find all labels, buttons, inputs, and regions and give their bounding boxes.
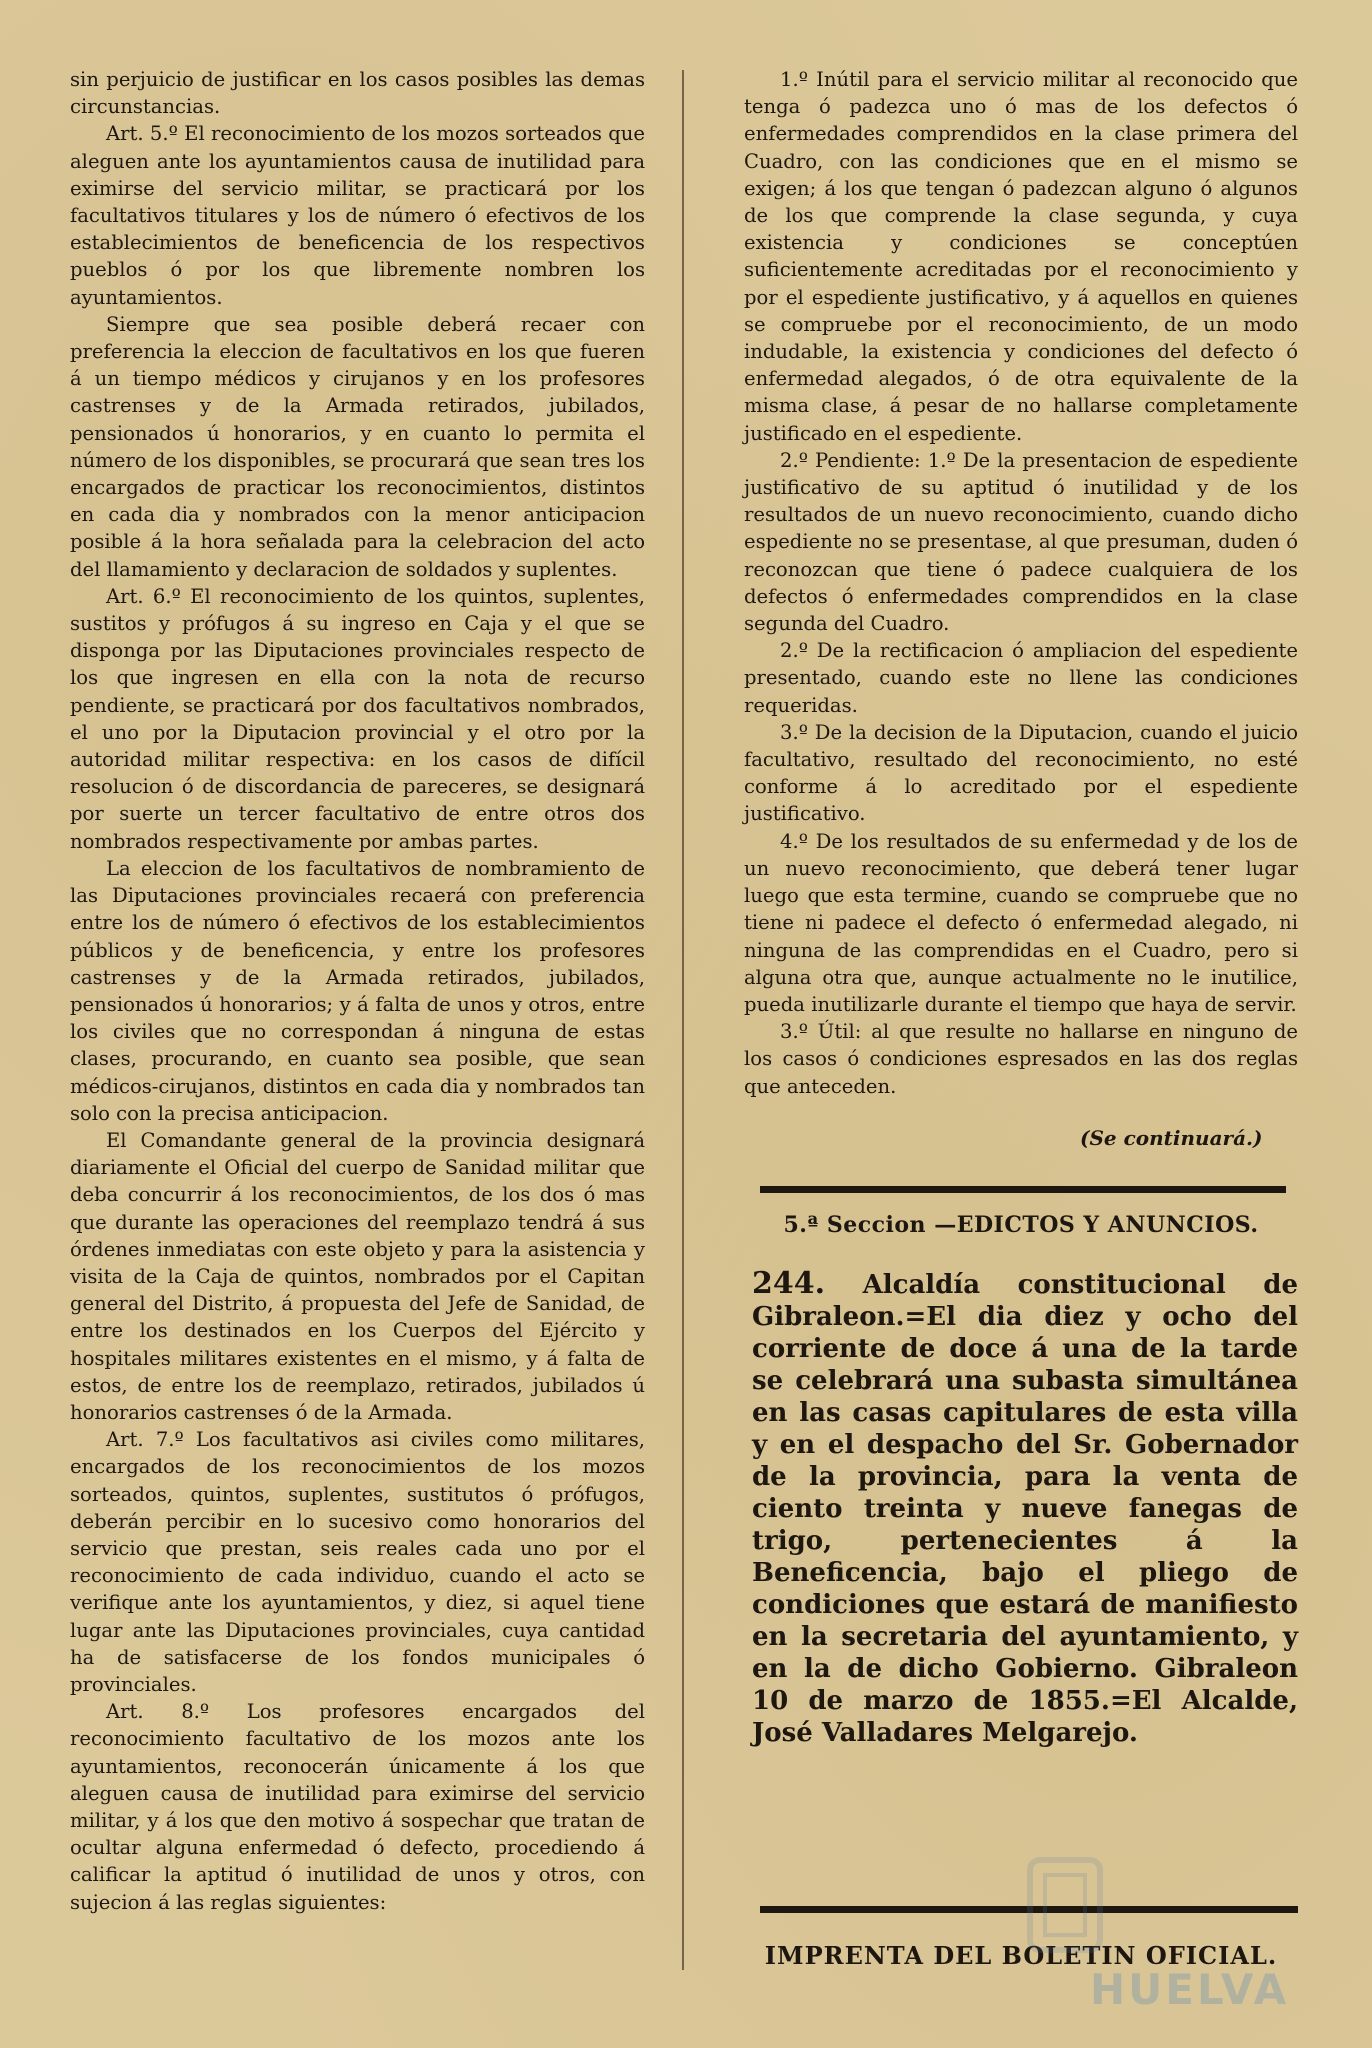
rule-2-sub-3: 3.º De la decision de la Diputacion, cuando el juicio facultativo, resultado del reconocimiento, no esté conforme á lo acreditado por el espediente justificativo. — [744, 720, 1298, 826]
left-column — [70, 66, 645, 1916]
announcement-244 — [752, 1268, 1298, 1749]
rule-1-inutil: 1.º Inútil para el servicio militar al reconocido que tenga ó padezca uno ó mas de los defectos ó enfermedades comprendidos en la clase primera del Cuadro, con las condiciones que en el mismo se exigen; á los que tengan ó padezcan alguno ó algunos de los que comprende la clase segunda, y cuya existencia y condiciones se conceptúen suficientemente acreditadas por el reconocimiento y por el espediente justificativo, y á aquellos en quienes se compruebe por el reconocimiento, de un modo indudable, la existencia y condiciones del defecto ó enfermedad alegados, ó de otra equivalente de la misma clase, á pesar de no hallarse completamente justificado en el espediente. — [744, 68, 1298, 445]
article-6: Art. 6.º El reconocimiento de los quintos, suplentes, sustitos y prófugos á su ingreso en Caja y el que se disponga por las Diputaciones provinciales respecto de los que ingresen en ella con la nota de recurso pendiente, se practicará por dos facultativos nombrados, el uno por la Diputacion provincial y el otro por la autoridad militar respectiva: en los casos de difícil resolucion ó de discordancia de pareceres, se designará por suerte un tercer facultativo de entre otros dos nombrados respectivamente por ambas partes. — [70, 584, 645, 853]
article-7: Art. 7.º Los facultativos asi civiles como militares, encargados de los reconocimientos de los mozos sorteados, quintos, suplentes, sustitutos ó prófugos, deberán percibir en lo sucesivo como honorarios del servicio que prestan, seis reales cada uno por el reconocimiento de cada individuo, cuando el acto se verifique ante los ayuntamientos, y diez, si aquel tiene lugar ante las Diputaciones provinciales, cuya cantidad ha de satisfacerse de los fondos municipales ó provinciales. — [70, 1428, 645, 1696]
left-paragraph-1: sin perjuicio de justificar en los casos posibles las demas circunstancias. — [70, 68, 645, 119]
article-8: Art. 8.º Los profesores encargados del reconocimiento facultativo de los mozos ante los ayuntamientos, reconocerán únicamente á los que aleguen causa de inutilidad para eximirse del servicio militar, y á los que den motivo á sospechar que tratan de ocultar alguna enfermedad ó defecto, procediendo á calificar la aptitud ó inutilidad de unos y otros, con sujecion á las reglas siguientes: — [70, 1700, 645, 1914]
section-title: 5.ª Seccion —EDICTOS Y ANUNCIOS. — [783, 1212, 1259, 1238]
continues-note: (Se continuará.) — [1080, 1126, 1263, 1150]
section-rule-top — [760, 1186, 1286, 1193]
left-paragraph-6: El Comandante general de la provincia designará diariamente el Oficial del cuerpo de Sanidad militar que deba concurrir á los reconocimientos, de los dos ó mas que durante las operaciones del reemplazo tendrá á sus órdenes inmediatas con este objeto y para la asistencia y visita de la Caja de quintos, nombrados por el Capitan general del Distrito, á propuesta del Jefe de Sanidad, de entre los destinados en los Cuerpos del Ejército y hospitales militares existentes en el mismo, y á falta de estos, de entre los de reemplazo, retirados, jubilados ú honorarios castrenses ó de la Armada. — [70, 1128, 645, 1424]
article-5: Art. 5.º El reconocimiento de los mozos sorteados que aleguen ante los ayuntamientos causa de inutilidad para eximirse del servicio militar, se practicará por los facultativos titulares y los de número ó efectivos de los establecimientos de beneficencia de los respectivos pueblos ó por los que libremente nombren los ayuntamientos. — [70, 122, 645, 309]
rule-2-sub-4: 4.º De los resultados de su enfermedad y de los de un nuevo reconocimiento, que deberá tener lugar luego que esta termine, cuando se compruebe que no tiene ni padece el defecto ó enfermedad alegado, ni ninguna de las comprendidas en el Cuadro, pero si alguna otra que, aunque actualmente no le inutilice, pueda inutilizarle durante el tiempo que haya de servir. — [744, 829, 1298, 1016]
rule-2-pendiente: 2.º Pendiente: 1.º De la presentacion de espediente justificativo de su aptitud ó inutilidad y de los resultados de un nuevo reconocimiento, cuando dicho espediente no se presentase, al que presuman, duden ó reconozcan que tiene ó padece cualquiera de los defectos ó enfermedades comprendidos en la clase segunda del Cuadro. — [744, 448, 1298, 636]
watermark-text: HUELVA — [1090, 1965, 1290, 2014]
rule-3-util: 3.º Útil: al que resulte no hallarse en ninguno de los casos ó condiciones espresados en las dos reglas que anteceden. — [744, 1020, 1298, 1098]
right-column — [744, 66, 1298, 1100]
rule-2-sub-2: 2.º De la rectificacion ó ampliacion del espediente presentado, cuando este no llene las condiciones requeridas. — [744, 639, 1298, 717]
imprint-line: IMPRENTA DEL BOLETIN OFICIAL. — [764, 1941, 1278, 1970]
announcement-text: Alcaldía constitucional de Gibraleon.=El dia diez y ocho del corriente de doce á una de la tarde se celebrará una subasta simultánea en las casas capitulares de esta villa y en el despacho del Sr. Gobernador de la provincia, para la venta de ciento treinta y nueve fanegas de trigo, pertenecientes á la Beneficencia, bajo el pliego de condiciones que estará de manifiesto en la secretaria del ayuntamiento, y en la de dicho Gobierno. Gibraleon 10 de marzo de 1855.=El Alcalde, José Valladares Melgarejo. — [752, 1270, 1298, 1748]
column-divider — [682, 70, 684, 1970]
left-paragraph-3: Siempre que sea posible deberá recaer con preferencia la eleccion de facultativos en los que fueren á un tiempo médicos y cirujanos y en los profesores castrenses y de la Armada retirados, jubilados, pensionados ú honorarios, y en cuanto lo permita el número de los disponibles, se procurará que sean tres los encargados de practicar los reconocimientos, distintos en cada dia y nombrados con la menor anticipacion posible á la hora señalada para la celebracion del acto del llamamiento y declaracion de soldados y suplentes. — [70, 312, 645, 581]
left-paragraph-5: La eleccion de los facultativos de nombramiento de las Diputaciones provinciales recaerá con preferencia entre los de número ó efectivos de los establecimientos públicos y de beneficencia, y entre los profesores castrenses y de la Armada retirados, jubilados, pensionados ú honorarios; y á falta de unos y otros, entre los civiles que no correspondan á ninguna de estas clases, procurando, en cuanto sea posible, que sean médicos-cirujanos, distintos en cada dia y nombrados tan solo con la precisa anticipacion. — [70, 856, 645, 1125]
announcement-number: 244. — [752, 1266, 826, 1301]
